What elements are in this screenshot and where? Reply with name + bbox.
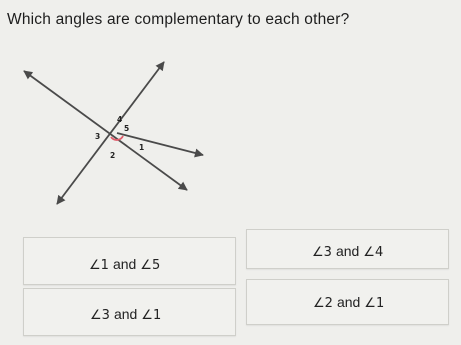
choice-angle3-angle4[interactable] — [246, 229, 449, 269]
line-diagonal — [57, 62, 164, 204]
choice-angle1-angle5[interactable] — [23, 237, 236, 285]
angle-label-3: 3 — [95, 132, 101, 141]
choice-angle-second: ∠1 — [364, 296, 385, 311]
angle-label-2: 2 — [110, 151, 116, 160]
ray-upper-right — [117, 133, 203, 155]
choice-conjunction: and — [113, 306, 138, 322]
question-text: Which angles are complementary to each other? — [7, 11, 350, 28]
choice-conjunction: and — [336, 294, 361, 310]
angle-label-4: 4 — [117, 115, 123, 124]
angle-label-1: 1 — [139, 143, 145, 152]
choice-conjunction: and — [335, 243, 360, 259]
ray-lower-right — [24, 71, 187, 190]
choice-angle2-angle1[interactable] — [246, 279, 449, 325]
choice-angle-second: ∠5 — [140, 258, 161, 273]
choice-angle3-angle1[interactable] — [23, 288, 236, 336]
choice-angle-second: ∠4 — [363, 245, 384, 260]
choice-angle-first: ∠2 — [313, 296, 333, 311]
choice-angle-second: ∠1 — [141, 308, 162, 323]
choice-angle-first: ∠3 — [90, 308, 110, 323]
choice-conjunction: and — [112, 256, 137, 272]
choice-angle-first: ∠1 — [89, 258, 109, 273]
angle-label-5: 5 — [124, 124, 130, 133]
choice-angle-first: ∠3 — [312, 245, 332, 260]
